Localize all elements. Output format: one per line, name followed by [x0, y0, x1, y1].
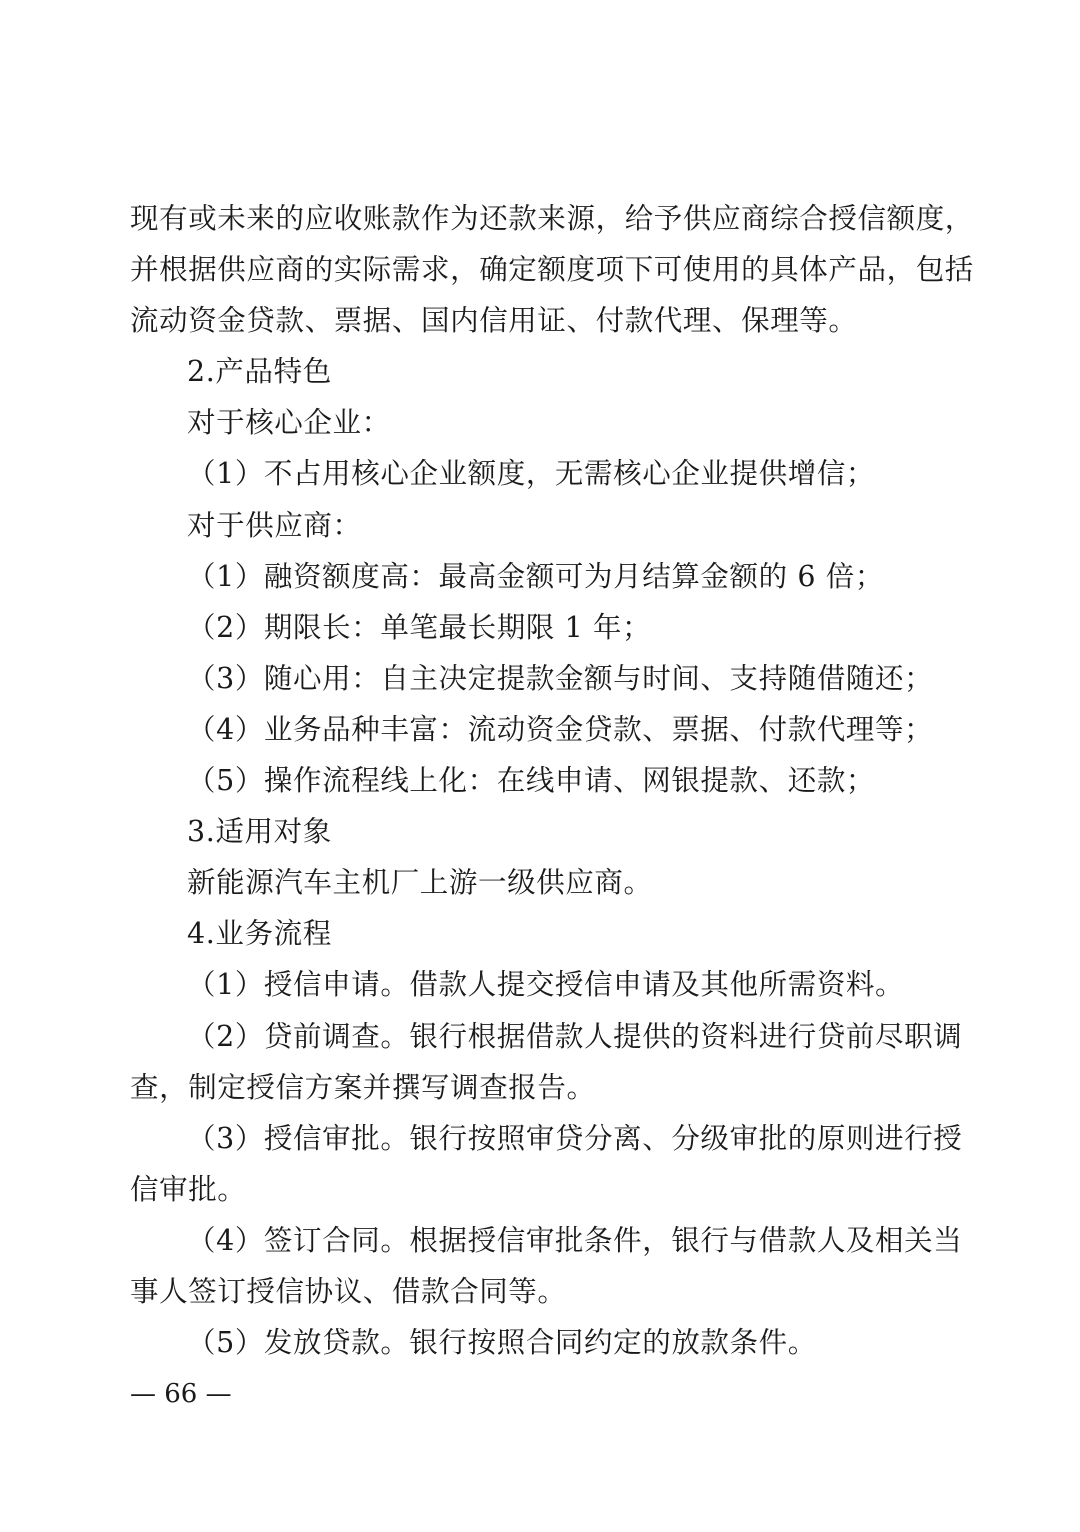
text-line: 4.业务流程 — [187, 917, 332, 951]
text-line: 流动资金贷款、票据、国内信用证、付款代理、保理等。 — [130, 304, 858, 338]
text-line: （4）业务品种丰富：流动资金贷款、票据、付款代理等； — [187, 712, 934, 746]
text-line: 对于核心企业： — [187, 406, 391, 440]
text-line: 事人签订授信协议、借款合同等。 — [130, 1274, 567, 1308]
text-line: （1）不占用核心企业额度，无需核心企业提供增信； — [187, 457, 876, 491]
text-line: （3）随心用：自主决定提款金额与时间、支持随借随还； — [187, 661, 934, 695]
text-line: 2.产品特色 — [187, 355, 332, 389]
text-line: 并根据供应商的实际需求，确定额度项下可使用的具体产品，包括 — [130, 253, 974, 287]
text-line: （3）授信审批。银行按照审贷分离、分级审批的原则进行授 — [187, 1121, 963, 1155]
text-line: （1）融资额度高：最高金额可为月结算金额的 6 倍； — [187, 559, 884, 593]
text-line: 信审批。 — [130, 1172, 247, 1206]
text-line: 新能源汽车主机厂上游一级供应商。 — [187, 866, 653, 900]
text-line: （1）授信申请。借款人提交授信申请及其他所需资料。 — [187, 968, 905, 1002]
text-line: （2）贷前调查。银行根据借款人提供的资料进行贷前尽职调 — [187, 1019, 963, 1053]
text-line: （2）期限长：单笔最长期限 1 年； — [187, 610, 652, 644]
body-text — [130, 193, 974, 1368]
text-line: （4）签订合同。根据授信审批条件，银行与借款人及相关当 — [187, 1223, 963, 1257]
page-number: — 66 — — [130, 1379, 232, 1409]
text-line: 查，制定授信方案并撰写调查报告。 — [130, 1070, 596, 1104]
text-line: （5）发放贷款。银行按照合同约定的放款条件。 — [187, 1326, 817, 1360]
text-line: （5）操作流程线上化：在线申请、网银提款、还款； — [187, 764, 876, 798]
text-line: 对于供应商： — [187, 508, 362, 542]
text-line: 3.适用对象 — [187, 815, 332, 849]
text-line: 现有或未来的应收账款作为还款来源，给予供应商综合授信额度， — [130, 202, 974, 235]
